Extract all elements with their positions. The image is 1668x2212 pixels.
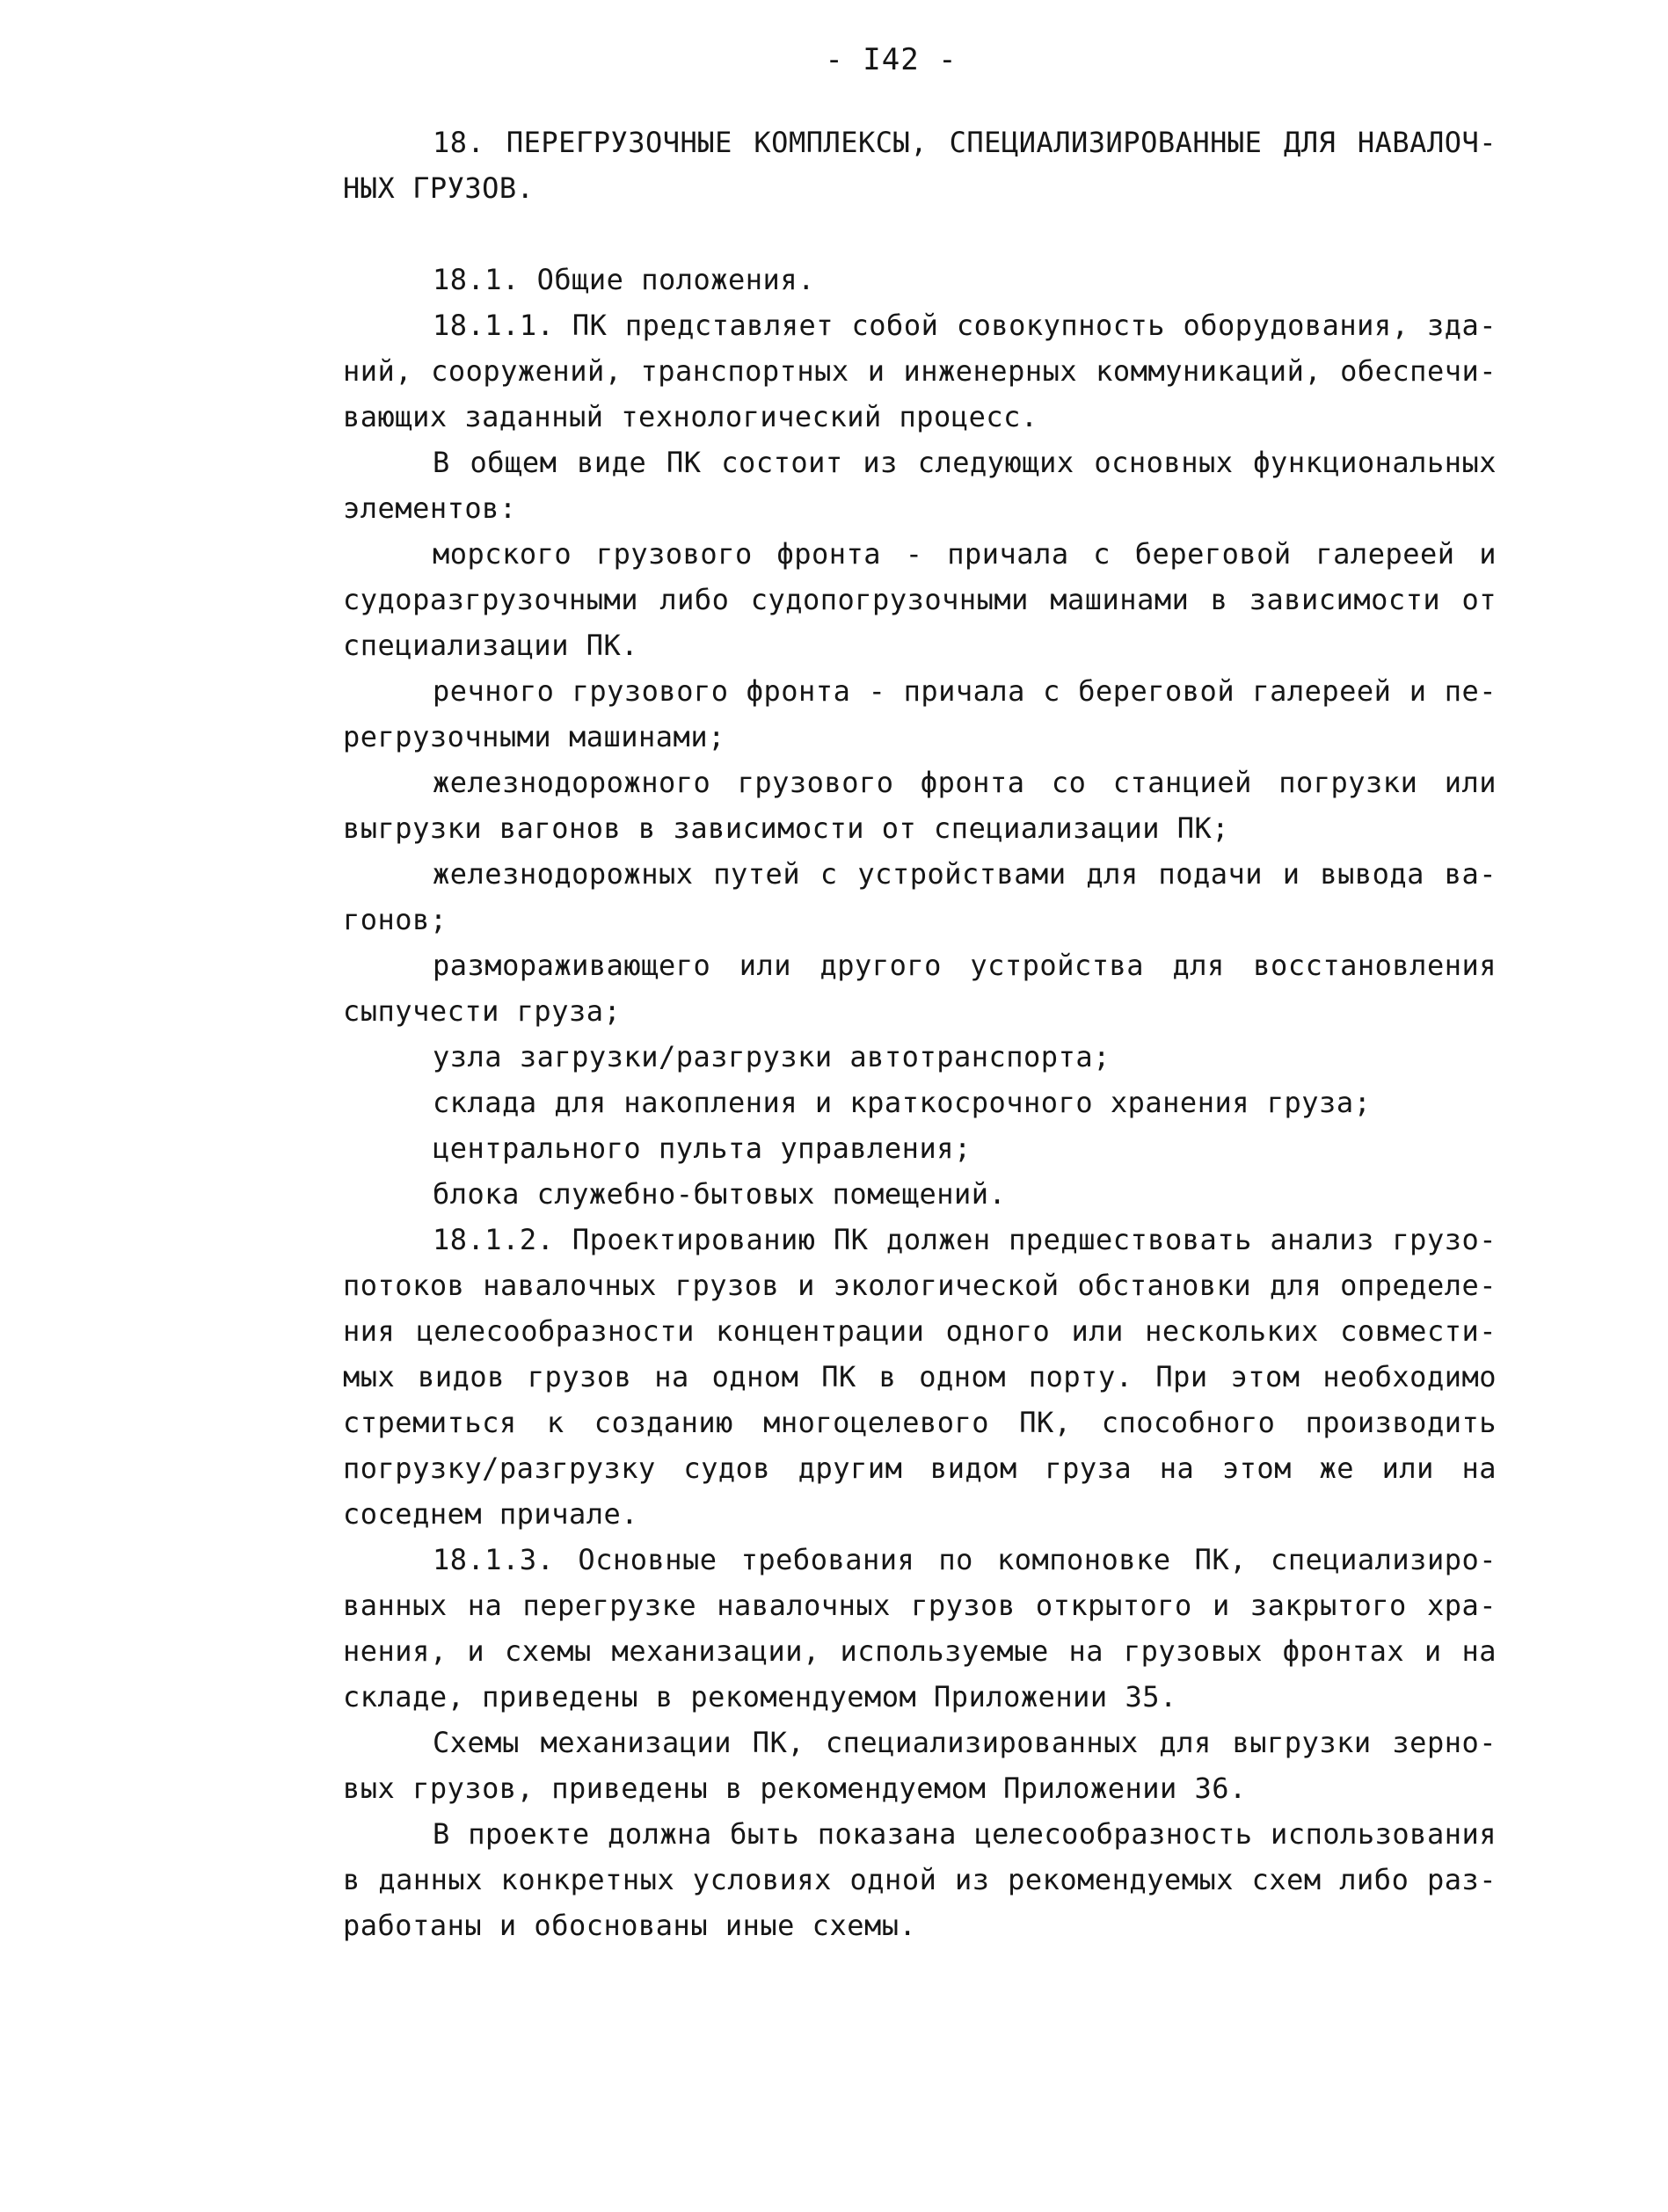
text-line: вых грузов, приведены в рекомендуемом Приложении 36. (343, 1772, 1247, 1805)
section-heading-line-1: 18. ПЕРЕГРУЗОЧНЫЕ КОМПЛЕКСЫ, СПЕЦИАЛИЗИРОВАННЫЕ ДЛЯ НАВАЛОЧ- (433, 126, 1497, 159)
text-line: регрузочными машинами; (343, 720, 725, 753)
text-line: гонов; (343, 903, 448, 936)
list-item: речного грузового фронта - причала с береговой галереей и пе- (433, 674, 1497, 708)
text-line: соседнем причале. (343, 1497, 639, 1531)
list-item: блока служебно-бытовых помещений. (433, 1177, 1007, 1211)
text-line: сыпучести груза; (343, 994, 622, 1028)
list-item: железнодорожных путей с устройствами для подачи и вывода ва- (433, 857, 1497, 891)
text-line: погрузку/разгрузку судов другим видом груза на этом же или на (343, 1452, 1497, 1485)
text-line: ния целесообразности концентрации одного или нескольких совмести- (343, 1314, 1497, 1348)
text-line: 18.1.1. ПК представляет собой совокупность оборудования, зда- (433, 309, 1497, 342)
text-line: элементов: (343, 491, 517, 525)
list-item: склада для накопления и краткосрочного хранения груза; (433, 1086, 1372, 1119)
text-line: специализации ПК. (343, 629, 639, 662)
list-item: морского грузового фронта - причала с береговой галереей и (433, 537, 1497, 571)
text-line: потоков навалочных грузов и экологической обстановки для определе- (343, 1269, 1497, 1302)
text-line: выгрузки вагонов в зависимости от специализации ПК; (343, 811, 1230, 845)
text-line: Схемы механизации ПК, специализированных для выгрузки зерно- (433, 1726, 1497, 1759)
text-line: В проекте должна быть показана целесообразность использования (433, 1817, 1497, 1851)
text-line: ний, сооружений, транспортных и инженерных коммуникаций, обеспечи- (343, 354, 1497, 388)
section-heading-line-2: НЫХ ГРУЗОВ. (343, 171, 535, 205)
text-line: вающих заданный технологический процесс. (343, 400, 1038, 433)
text-line: работаны и обоснованы иные схемы. (343, 1909, 917, 1942)
text-line: В общем виде ПК состоит из следующих основных функциональных (433, 446, 1497, 479)
text-line: стремиться к созданию многоцелевого ПК, способного производить (343, 1406, 1497, 1439)
list-item: узла загрузки/разгрузки автотранспорта; (433, 1040, 1111, 1073)
text-line: 18.1.3. Основные требования по компоновке ПК, специализиро- (433, 1543, 1497, 1576)
page-number: - I42 - (825, 42, 958, 77)
subsection-heading: 18.1. Общие положения. (433, 263, 815, 296)
text-line: складе, приведены в рекомендуемом Приложении 35. (343, 1680, 1177, 1714)
list-item: железнодорожного грузового фронта со станцией погрузки или (433, 766, 1497, 799)
text-line: в данных конкретных условиях одной из рекомендуемых схем либо раз- (343, 1863, 1497, 1896)
text-line: 18.1.2. Проектированию ПК должен предшествовать анализ грузо- (433, 1223, 1497, 1256)
text-line: нения, и схемы механизации, используемые на грузовых фронтах и на (343, 1634, 1497, 1668)
list-item: размораживающего или другого устройства для восстановления (433, 949, 1497, 982)
text-line: мых видов грузов на одном ПК в одном порту. При этом необходимо (343, 1360, 1497, 1393)
text-line: ванных на перегрузке навалочных грузов открытого и закрытого хра- (343, 1589, 1497, 1622)
list-item: центрального пульта управления; (433, 1131, 972, 1165)
text-line: судоразгрузочными либо судопогрузочными машинами в зависимости от (343, 583, 1497, 616)
